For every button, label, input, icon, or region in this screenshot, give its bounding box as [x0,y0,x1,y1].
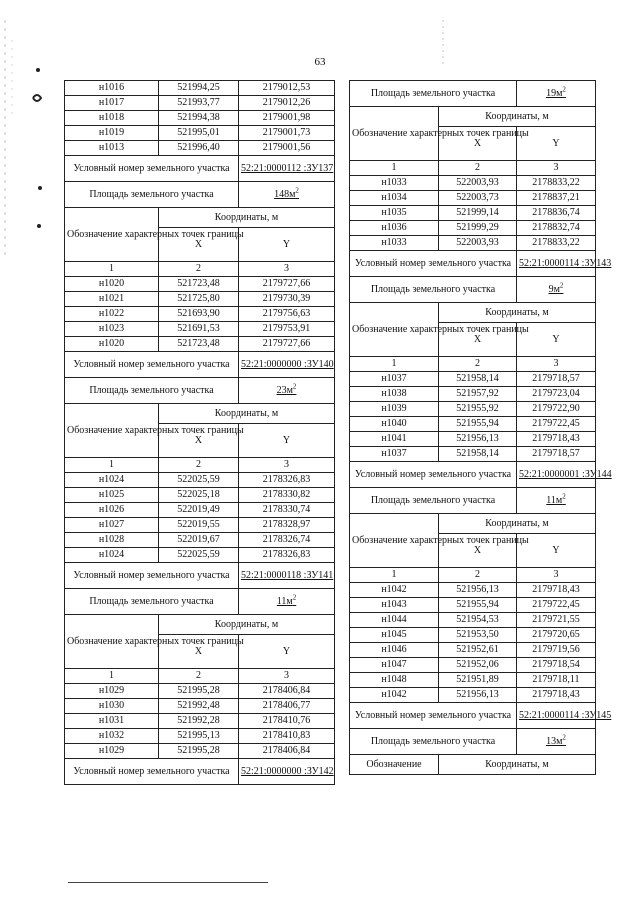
point-designation-header: Обозначение характерных точек границы [350,303,439,357]
table-row [65,277,335,292]
area-unit: м [289,188,296,200]
x-coordinate-cell: 521992,28 [159,714,239,729]
coordinates-header: Координаты, м [439,514,596,534]
coordinates-header: Координаты, м [439,755,596,775]
table-row [350,221,596,236]
x-coordinate-cell: 521994,25 [159,81,239,96]
table-row [65,473,335,488]
cadastral-number-value [239,759,335,785]
y-coordinate-cell: 2178326,83 [239,548,335,563]
table-row [65,111,335,126]
area-row [65,378,335,404]
area-number: 11 [276,595,287,607]
y-coordinate-cell: 2178330,74 [239,503,335,518]
table-row [350,688,596,703]
x-header: X [439,323,517,357]
col-number-2: 2 [159,669,239,684]
point-id-cell: н1033 [350,176,439,191]
y-coordinate-cell: 2179718,11 [517,673,596,688]
area-unit: м [555,494,563,506]
y-coordinate-cell: 2178410,76 [239,714,335,729]
point-designation-header: Обозначение характерных точек границы [65,615,159,669]
x-coordinate-cell: 521951,89 [439,673,517,688]
right-coordinates-table [349,80,612,775]
x-coordinate-cell: 522025,18 [159,488,239,503]
table-row [65,307,335,322]
col-number-3: 3 [239,458,335,473]
table-row [65,548,335,563]
point-id-cell: н1024 [65,473,159,488]
table-row [350,191,596,206]
cadastral-number-text: 52:21:0000000 :ЗУ142 [241,765,334,777]
area-unit-power: 2 [292,382,297,391]
point-designation-header: Обозначение характерных точек границы [350,514,439,568]
point-id-cell: н1040 [350,417,439,432]
area-value-cell [517,277,596,303]
column-numbers-row [350,161,596,176]
point-id-cell: н1027 [65,518,159,533]
x-coordinate-cell: 521693,90 [159,307,239,322]
y-coordinate-cell: 2178833,22 [517,236,596,251]
cadastral-number-value [239,563,335,589]
y-coordinate-cell: 2179727,66 [239,337,335,352]
y-coordinate-cell: 2178410,83 [239,729,335,744]
x-coordinate-cell: 521955,92 [439,402,517,417]
area-number: 9 [548,283,554,295]
coordinates-header: Координаты, м [159,615,335,635]
x-coordinate-cell: 521725,80 [159,292,239,307]
table-row [350,236,596,251]
point-id-cell: н1046 [350,643,439,658]
cadastral-number-row [65,156,335,182]
area-label: Площадь земельного участка [65,182,239,208]
area-label: Площадь земельного участка [65,378,239,404]
area-value-cell [239,182,335,208]
y-coordinate-cell: 2179721,55 [517,613,596,628]
point-id-cell: н1048 [350,673,439,688]
area-row [65,589,335,615]
area-value-cell [517,729,596,755]
y-coordinate-cell: 2179722,90 [517,402,596,417]
x-coordinate-cell: 521999,29 [439,221,517,236]
x-coordinate-cell: 521952,06 [439,658,517,673]
x-coordinate-cell: 521952,61 [439,643,517,658]
cadastral-number-label: Условный номер земельного участка [65,759,239,785]
x-coordinate-cell: 521996,40 [159,141,239,156]
point-designation-header: Обозначение [350,755,439,775]
column-numbers-row [350,568,596,583]
y-coordinate-cell: 2178406,84 [239,684,335,699]
point-id-cell: н1038 [350,387,439,402]
y-header: Y [517,323,596,357]
area-label: Площадь земельного участка [350,277,517,303]
cadastral-number-row [350,703,596,729]
cadastral-number-text: 52:21:0000112 :ЗУ137 [241,162,334,174]
y-coordinate-cell: 2178837,21 [517,191,596,206]
point-id-cell: н1047 [350,658,439,673]
y-coordinate-cell: 2179001,73 [239,126,335,141]
y-header: Y [239,635,335,669]
header-row [350,107,596,127]
table-row [350,387,596,402]
col-number-1: 1 [65,669,159,684]
table-row [350,206,596,221]
y-coordinate-cell: 2179001,98 [239,111,335,126]
cadastral-number-text: 52:21:0000118 :ЗУ141 [241,569,334,581]
x-header: X [159,635,239,669]
x-coordinate-cell: 521958,14 [439,447,517,462]
table-row [65,337,335,352]
table-row [65,126,335,141]
area-unit: м [553,283,560,295]
cadastral-number-value [239,156,335,182]
table-row [350,628,596,643]
point-id-cell: н1029 [65,744,159,759]
col-number-1: 1 [65,262,159,277]
x-coordinate-cell: 521956,13 [439,583,517,598]
y-header: Y [239,228,335,262]
col-number-2: 2 [439,568,517,583]
x-coordinate-cell: 521992,48 [159,699,239,714]
y-coordinate-cell: 2179723,04 [517,387,596,402]
x-coordinate-cell: 521953,50 [439,628,517,643]
point-id-cell: н1019 [65,126,159,141]
point-id-cell: н1042 [350,688,439,703]
area-value-cell [239,589,335,615]
y-coordinate-cell: 2179718,57 [517,447,596,462]
column-numbers-row [65,262,335,277]
point-id-cell: н1045 [350,628,439,643]
point-id-cell: н1021 [65,292,159,307]
y-coordinate-cell: 2178832,74 [517,221,596,236]
area-unit-power: 2 [562,733,566,742]
table-row [350,432,596,447]
cadastral-number-label: Условный номер земельного участка [65,563,239,589]
x-coordinate-cell: 521956,13 [439,432,517,447]
area-label: Площадь земельного участка [350,81,517,107]
y-coordinate-cell: 2179719,56 [517,643,596,658]
table-row [350,402,596,417]
area-value [276,382,297,396]
col-number-3: 3 [239,262,335,277]
table-row [65,729,335,744]
col-number-1: 1 [65,458,159,473]
col-number-1: 1 [350,161,439,176]
point-id-cell: н1030 [65,699,159,714]
y-coordinate-cell: 2179722,45 [517,598,596,613]
x-header: X [159,424,239,458]
x-coordinate-cell: 521995,28 [159,684,239,699]
point-id-cell: н1020 [65,337,159,352]
point-id-cell: н1043 [350,598,439,613]
y-coordinate-cell: 2179753,91 [239,322,335,337]
header-row [350,514,596,534]
area-label: Площадь земельного участка [350,729,517,755]
table-row [65,488,335,503]
point-id-cell: н1044 [350,613,439,628]
x-coordinate-cell: 521723,48 [159,337,239,352]
area-value [546,85,566,99]
col-number-3: 3 [517,161,596,176]
table-row [350,176,596,191]
y-header: Y [517,534,596,568]
x-coordinate-cell: 521954,53 [439,613,517,628]
table-row [65,518,335,533]
point-id-cell: н1024 [65,548,159,563]
cadastral-number-row [65,563,335,589]
area-number: 19 [546,87,557,99]
point-designation-header: Обозначение характерных точек границы [65,404,159,458]
area-value [546,492,566,506]
table-row [65,81,335,96]
point-id-cell: н1028 [65,533,159,548]
area-value [546,733,566,747]
x-coordinate-cell: 521958,14 [439,372,517,387]
point-id-cell: н1016 [65,81,159,96]
header-row [350,755,596,775]
cadastral-number-text: 52:21:0000114 :ЗУ143 [519,257,612,269]
cadastral-number-label: Условный номер земельного участка [350,703,517,729]
x-coordinate-cell: 521691,53 [159,322,239,337]
y-coordinate-cell: 2179718,43 [517,432,596,447]
table-row [350,598,596,613]
x-coordinate-cell: 522003,93 [439,236,517,251]
y-coordinate-cell: 2179756,63 [239,307,335,322]
cadastral-number-row [65,759,335,785]
point-id-cell: н1026 [65,503,159,518]
table-row [65,96,335,111]
point-id-cell: н1033 [350,236,439,251]
point-id-cell: н1037 [350,447,439,462]
col-number-3: 3 [239,669,335,684]
area-value-cell [517,488,596,514]
x-coordinate-cell: 522019,49 [159,503,239,518]
x-coordinate-cell: 521999,14 [439,206,517,221]
y-header: Y [517,127,596,161]
cadastral-number-text: 52:21:0000001 :ЗУ144 [519,468,612,480]
y-coordinate-cell: 2179722,45 [517,417,596,432]
table-row [65,292,335,307]
area-unit-power: 2 [562,85,566,94]
x-coordinate-cell: 521956,13 [439,688,517,703]
y-coordinate-cell: 2179012,26 [239,96,335,111]
col-number-2: 2 [439,161,517,176]
area-row [350,488,596,514]
x-coordinate-cell: 521955,94 [439,417,517,432]
cadastral-number-value [239,352,335,378]
x-coordinate-cell: 521993,77 [159,96,239,111]
area-value-cell [239,378,335,404]
x-coordinate-cell: 522003,73 [439,191,517,206]
cadastral-number-label: Условный номер земельного участка [350,462,517,488]
point-id-cell: н1022 [65,307,159,322]
column-numbers-row [350,357,596,372]
point-id-cell: н1036 [350,221,439,236]
point-id-cell: н1039 [350,402,439,417]
point-id-cell: н1031 [65,714,159,729]
cadastral-number-label: Условный номер земельного участка [65,156,239,182]
y-coordinate-cell: 2179012,53 [239,81,335,96]
table-row [350,673,596,688]
header-row [65,615,335,635]
table-row [65,141,335,156]
y-coordinate-cell: 2178406,84 [239,744,335,759]
area-value [274,186,299,200]
x-coordinate-cell: 521995,01 [159,126,239,141]
table-row [65,503,335,518]
area-number: 13 [546,735,557,747]
point-id-cell: н1041 [350,432,439,447]
table-row [65,322,335,337]
y-header: Y [239,424,335,458]
col-number-2: 2 [439,357,517,372]
table-row [350,658,596,673]
col-number-3: 3 [517,357,596,372]
x-coordinate-cell: 521994,38 [159,111,239,126]
area-unit: м [556,735,563,747]
area-number: 148 [274,188,290,200]
x-coordinate-cell: 522025,59 [159,548,239,563]
column-numbers-row [65,669,335,684]
x-coordinate-cell: 522019,55 [159,518,239,533]
cadastral-number-text: 52:21:0000000 :ЗУ140 [241,358,334,370]
x-coordinate-cell: 521995,28 [159,744,239,759]
table-row [65,684,335,699]
cadastral-number-text: 52:21:0000114 :ЗУ145 [519,709,612,721]
area-row [65,182,335,208]
col-number-1: 1 [350,568,439,583]
x-coordinate-cell: 522025,59 [159,473,239,488]
column-numbers-row [65,458,335,473]
area-number: 23 [276,384,287,396]
y-coordinate-cell: 2179730,39 [239,292,335,307]
cadastral-number-label: Условный номер земельного участка [65,352,239,378]
table-row [350,613,596,628]
x-header: X [439,534,517,568]
area-value-cell [517,81,596,107]
area-row [350,729,596,755]
area-unit-power: 2 [292,593,297,602]
col-number-1: 1 [350,357,439,372]
y-coordinate-cell: 2179718,43 [517,583,596,598]
x-coordinate-cell: 521995,13 [159,729,239,744]
area-row [350,277,596,303]
y-coordinate-cell: 2178326,83 [239,473,335,488]
point-id-cell: н1034 [350,191,439,206]
y-coordinate-cell: 2179001,56 [239,141,335,156]
area-label: Площадь земельного участка [65,589,239,615]
cadastral-number-value [517,251,612,277]
point-id-cell: н1035 [350,206,439,221]
page-number: 63 [314,56,326,68]
point-id-cell: н1020 [65,277,159,292]
point-id-cell: н1013 [65,141,159,156]
y-coordinate-cell: 2179727,66 [239,277,335,292]
y-coordinate-cell: 2178328,97 [239,518,335,533]
col-number-2: 2 [159,262,239,277]
point-id-cell: н1042 [350,583,439,598]
cadastral-number-value [517,462,612,488]
area-value [548,281,564,295]
x-coordinate-cell: 521723,48 [159,277,239,292]
y-coordinate-cell: 2179718,54 [517,658,596,673]
y-coordinate-cell: 2178833,22 [517,176,596,191]
table-row [350,447,596,462]
y-coordinate-cell: 2178836,74 [517,206,596,221]
point-id-cell: н1017 [65,96,159,111]
col-number-2: 2 [159,458,239,473]
table-row [65,533,335,548]
y-coordinate-cell: 2178330,82 [239,488,335,503]
cadastral-number-value [517,703,612,729]
point-designation-header: Обозначение характерных точек границы [350,107,439,161]
footnote-rule [68,882,268,883]
area-unit-power: 2 [559,281,564,290]
x-coordinate-cell: 521955,94 [439,598,517,613]
cadastral-number-label: Условный номер земельного участка [350,251,517,277]
y-coordinate-cell: 2179718,57 [517,372,596,387]
coordinates-header: Координаты, м [439,303,596,323]
area-label: Площадь земельного участка [350,488,517,514]
y-coordinate-cell: 2179718,43 [517,688,596,703]
table-row [350,643,596,658]
coordinates-header: Координаты, м [159,208,335,228]
area-unit-power: 2 [295,186,299,195]
area-row [350,81,596,107]
table-row [350,372,596,387]
header-row [350,303,596,323]
table-row [350,417,596,432]
y-coordinate-cell: 2178406,77 [239,699,335,714]
y-coordinate-cell: 2178326,74 [239,533,335,548]
area-unit: м [286,595,293,607]
x-coordinate-cell: 522003,93 [439,176,517,191]
x-coordinate-cell: 521957,92 [439,387,517,402]
table-row [65,744,335,759]
cadastral-number-row [65,352,335,378]
table-row [65,714,335,729]
col-number-3: 3 [517,568,596,583]
left-coordinates-table [64,80,335,785]
point-designation-header: Обозначение характерных точек границы [65,208,159,262]
point-id-cell: н1037 [350,372,439,387]
area-number: 11 [546,494,556,506]
coordinates-header: Координаты, м [439,107,596,127]
table-row [350,583,596,598]
point-id-cell: н1023 [65,322,159,337]
area-unit: м [556,87,563,99]
x-header: X [439,127,517,161]
cadastral-number-row [350,251,596,277]
point-id-cell: н1029 [65,684,159,699]
coordinates-header: Координаты, м [159,404,335,424]
x-header: X [159,228,239,262]
header-row [65,208,335,228]
area-unit-power: 2 [562,492,566,501]
point-id-cell: н1025 [65,488,159,503]
point-id-cell: н1032 [65,729,159,744]
cadastral-number-row [350,462,596,488]
x-coordinate-cell: 522019,67 [159,533,239,548]
point-id-cell: н1018 [65,111,159,126]
header-row [65,404,335,424]
table-row [65,699,335,714]
y-coordinate-cell: 2179720,65 [517,628,596,643]
area-unit: м [286,384,293,396]
area-value [276,593,297,607]
